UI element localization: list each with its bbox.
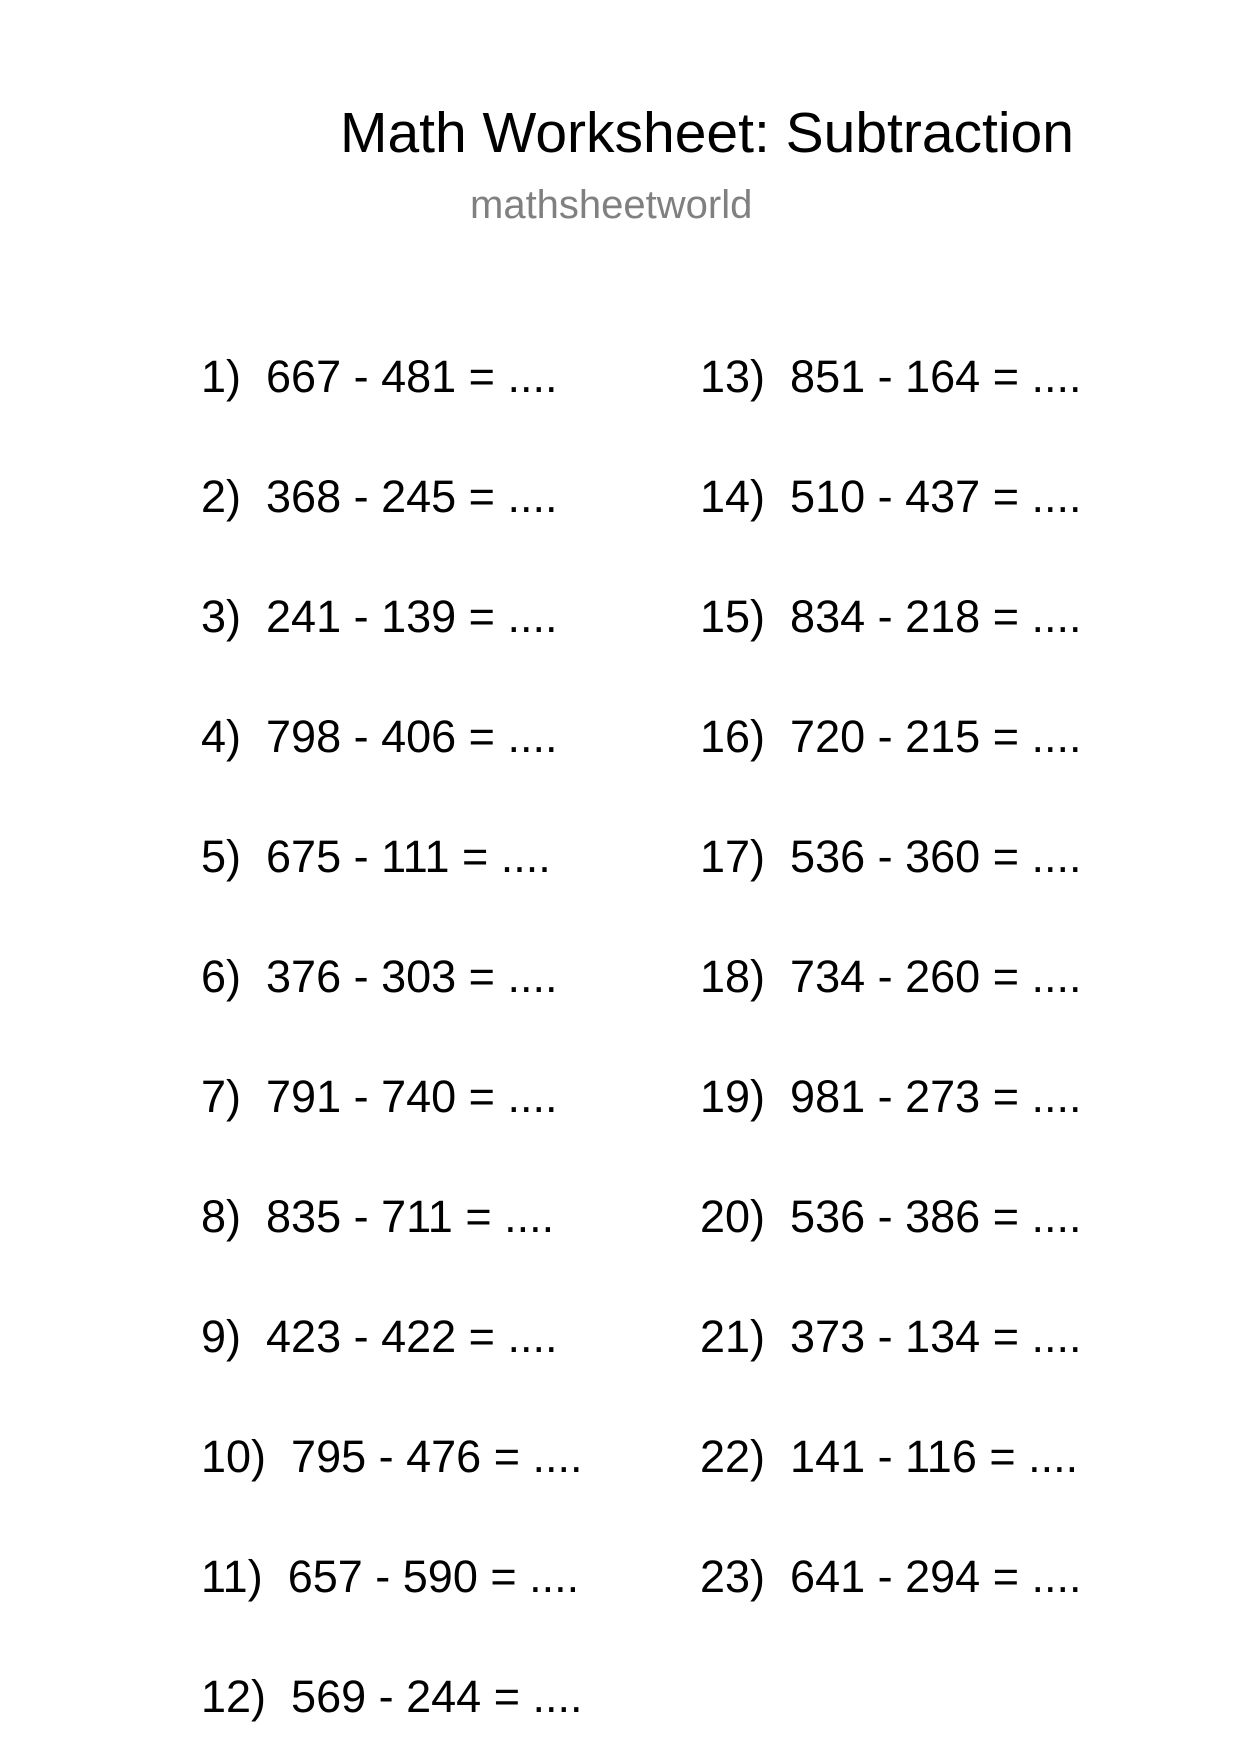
problem-item: 23) 641 - 294 = .... (700, 1551, 1082, 1602)
problem-item: 7) 791 - 740 = .... (201, 1071, 558, 1122)
problem-item: 12) 569 - 244 = .... (201, 1671, 583, 1722)
problem-item: 18) 734 - 260 = .... (700, 951, 1082, 1002)
problem-item: 3) 241 - 139 = .... (201, 591, 558, 642)
problem-item: 2) 368 - 245 = .... (201, 471, 558, 522)
worksheet-subtitle: mathsheetworld (470, 183, 753, 227)
problem-item: 8) 835 - 711 = .... (201, 1191, 555, 1242)
problem-item: 9) 423 - 422 = .... (201, 1311, 558, 1362)
problem-item: 22) 141 - 116 = .... (700, 1431, 1079, 1482)
worksheet-title: Math Worksheet: Subtraction (340, 101, 1074, 165)
problem-item: 14) 510 - 437 = .... (700, 471, 1082, 522)
problem-item: 5) 675 - 111 = .... (201, 831, 551, 882)
problem-item: 15) 834 - 218 = .... (700, 591, 1082, 642)
problem-item: 16) 720 - 215 = .... (700, 711, 1082, 762)
problem-item: 21) 373 - 134 = .... (700, 1311, 1082, 1362)
problem-item: 13) 851 - 164 = .... (700, 351, 1082, 402)
problem-item: 10) 795 - 476 = .... (201, 1431, 583, 1482)
problem-item: 11) 657 - 590 = .... (201, 1551, 580, 1602)
problem-item: 6) 376 - 303 = .... (201, 951, 558, 1002)
problem-item: 1) 667 - 481 = .... (201, 351, 558, 402)
problem-item: 17) 536 - 360 = .... (700, 831, 1082, 882)
problem-item: 4) 798 - 406 = .... (201, 711, 558, 762)
problem-item: 19) 981 - 273 = .... (700, 1071, 1082, 1122)
problem-item: 20) 536 - 386 = .... (700, 1191, 1082, 1242)
